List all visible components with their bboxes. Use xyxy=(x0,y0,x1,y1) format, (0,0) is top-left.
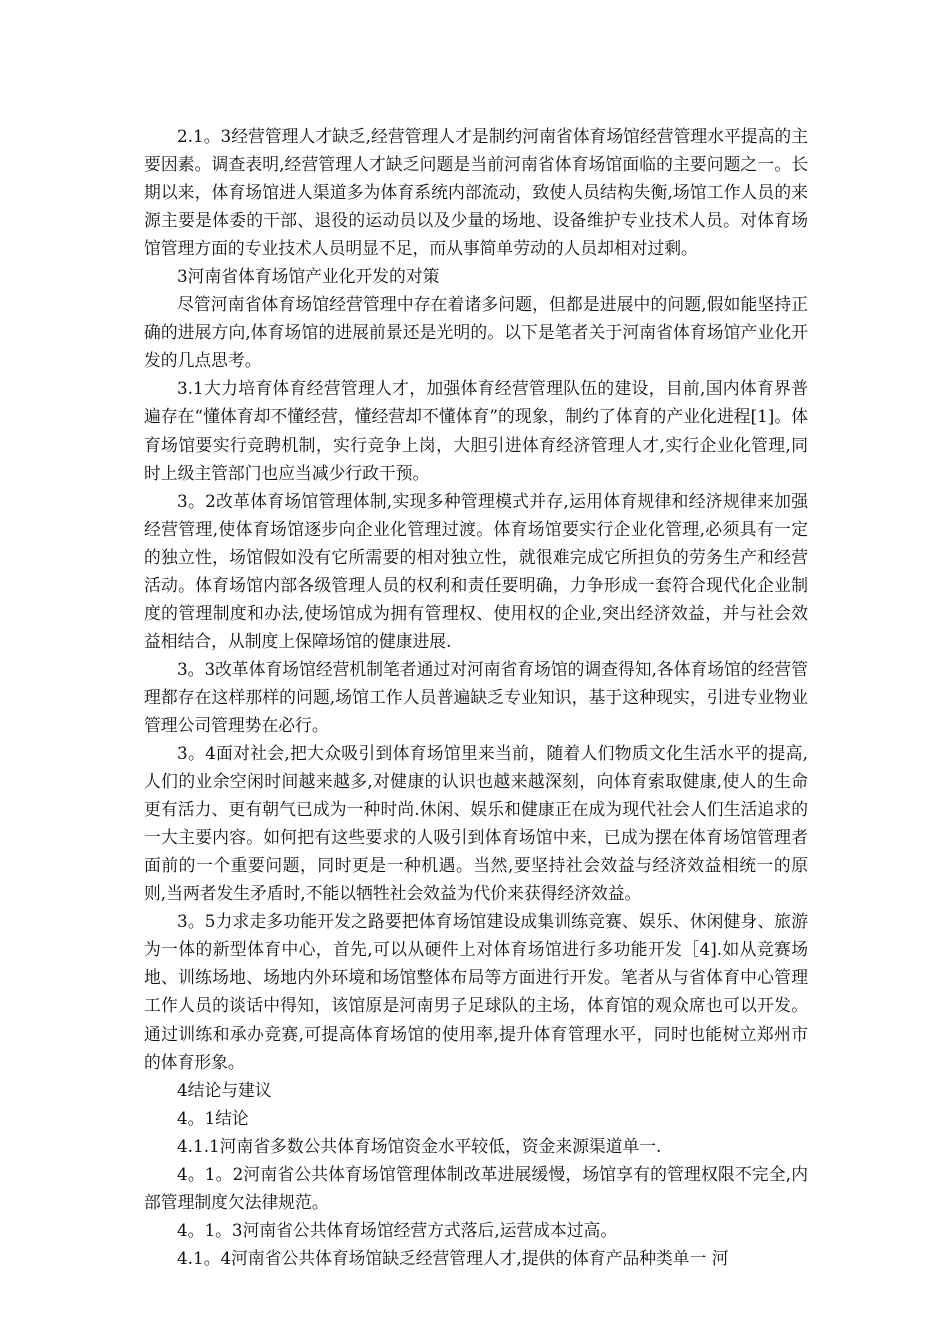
paragraph-3-4: 3。4面对社会,把大众吸引到体育场馆里来当前，随着人们物质文化生活水平的提高,人们的业余空闲时间越来越多,对健康的认识也越来越深刻，向体育索取健康,使人的生命更有活力、更有朝气已成为一种时尚.休闲、娱乐和健康正在成为现代社会人们生活追求的一大主要内容。如何把有这些要求的人吸引到体育场馆中来，已成为摆在体育场馆管理者面前的一个重要问题，同时更是一种机遇。当然,要坚持社会效益与经济效益相统一的原则,当两者发生矛盾时,不能以牺牲社会效益为代价来获得经济效益。 xyxy=(144,743,808,904)
section-heading-3: 3河南省体育场馆产业化开发的对策 xyxy=(177,266,440,287)
document-body xyxy=(144,122,808,1272)
conclusion-4-1-1: 4.1.1河南省多数公共体育场馆资金水平较低，资金来源渠道单一. xyxy=(177,1135,662,1156)
conclusion-4-1-4: 4.1。4河南省公共体育场馆缺乏经营管理人才,提供的体育产品种类单一 河 xyxy=(177,1247,729,1268)
conclusion-4-1-2: 4。1。2河南省公共体育场馆管理体制改革进展缓慢，场馆享有的管理权限不完全,内部管理制度欠法律规范。 xyxy=(144,1163,808,1212)
section-heading-4: 4结论与建议 xyxy=(177,1079,272,1100)
paragraph-talent-shortage: 2.1。3经营管理人才缺乏,经营管理人才是制约河南省体育场馆经营管理水平提高的主要因素。调查表明,经营管理人才缺乏问题是当前河南省体育场馆面临的主要问题之一。长期以来，体育场馆进人渠道多为体育系统内部流动，致使人员结构失衡,场馆工作人员的来源主要是体委的干部、退役的运动员以及少量的场地、设备维护专业技术人员。对体育场馆管理方面的专业技术人员明显不足，而从事简单劳动的人员却相对过剩。 xyxy=(144,126,808,259)
paragraph-section-3-intro: 尽管河南省体育场馆经营管理中存在着诸多问题，但都是进展中的问题,假如能坚持正确的进展方向,体育场馆的进展前景还是光明的。以下是笔者关于河南省体育场馆产业化开发的几点思考。 xyxy=(144,294,808,371)
paragraph-3-5: 3。5力求走多功能开发之路要把体育场馆建设成集训练竞赛、娱乐、休闲健身、旅游为一体的新型体育中心，首先,可以从硬件上对体育场馆进行多功能开发［4].如从竞赛场地、训练场地、场地内外环境和场馆整体布局等方面进行开发。笔者从与省体育中心管理工作人员的谈话中得知，该馆原是河南男子足球队的主场，体育馆的观众席也可以开发。通过训练和承办竞赛,可提高体育场馆的使用率,提升体育管理水平，同时也能树立郑州市的体育形象。 xyxy=(144,911,808,1072)
paragraph-3-1: 3.1大力培育体育经营管理人才，加强体育经营管理队伍的建设，目前,国内体育界普遍存在“懂体育却不懂经营，懂经营却不懂体育”的现象，制约了体育的产业化进程[1]。体育场馆要实行竞聘机制，实行竞争上岗，大胆引进体育经济管理人才,实行企业化管理,同时上级主管部门也应当减少行政干预。 xyxy=(144,378,808,483)
paragraph-3-2: 3。2改革体育场馆管理体制,实现多种管理模式并存,运用体育规律和经济规律来加强经营管理,使体育场馆逐步向企业化管理过渡。体育场馆要实行企业化管理,必须具有一定的独立性，场馆假如没有它所需要的相对独立性，就很难完成它所担负的劳务生产和经营活动。体育场馆内部各级管理人员的权利和责任要明确，力争形成一套符合现代化企业制度的管理制度和办法,使场馆成为拥有管理权、使用权的企业,突出经济效益，并与社会效益相结合，从制度上保障场馆的健康进展. xyxy=(144,490,808,651)
paragraph-3-3: 3。3改革体育场馆经营机制笔者通过对河南省育场馆的调查得知,各体育场馆的经营管理都存在这样那样的问题,场馆工作人员普遍缺乏专业知识，基于这种现实，引进专业物业管理公司管理势在必行。 xyxy=(144,658,808,735)
conclusion-4-1-3: 4。1。3河南省公共体育场馆经营方式落后,运营成本过高。 xyxy=(177,1219,618,1240)
subsection-heading-4-1: 4。1结论 xyxy=(177,1107,249,1128)
